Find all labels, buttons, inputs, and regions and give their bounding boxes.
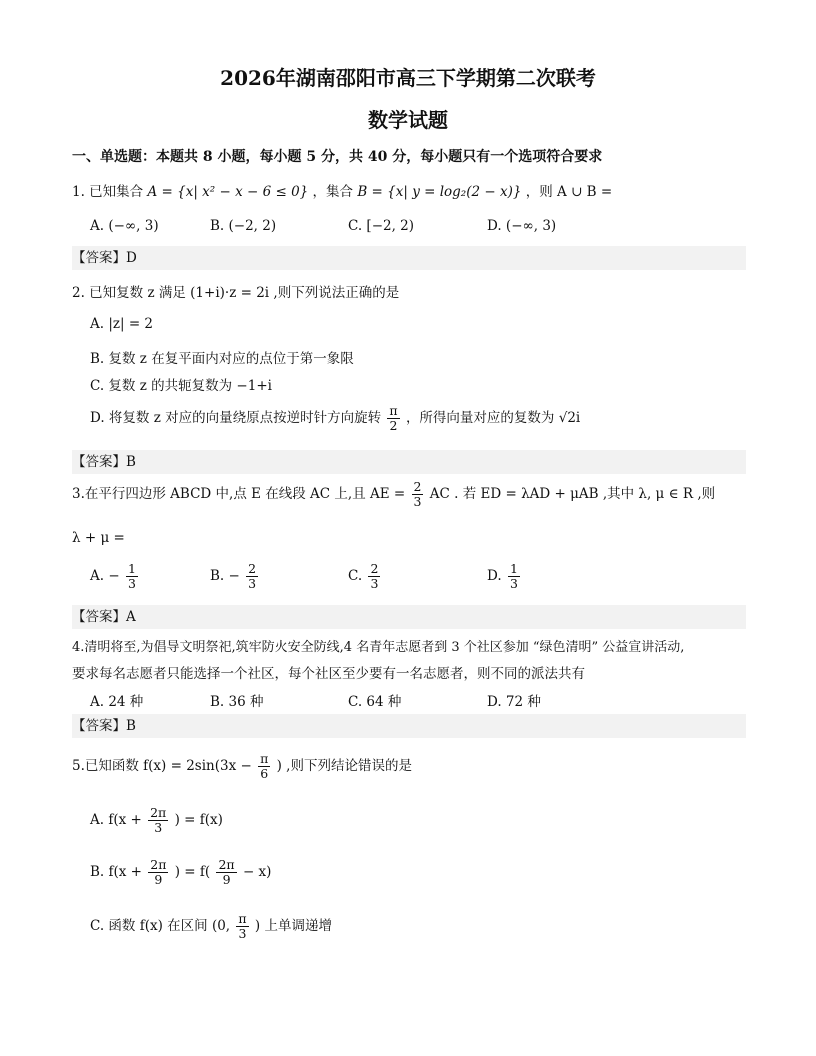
q3-stem-mid: AC . 若 ED = λAD + μAB ,其中 λ, μ ∈ R ,则 <box>429 486 716 502</box>
q3-option-b-num: 2 <box>248 561 257 576</box>
q3-option-d <box>487 562 522 591</box>
q3-frac-den: 3 <box>413 494 422 509</box>
q1-option-c: C. [−2, 2) <box>348 218 415 234</box>
q5-optc-fraction <box>236 912 248 941</box>
q2-optd-num: π <box>389 403 398 418</box>
q5-opta-pre: A. f(x + <box>90 812 142 828</box>
q5-option-a <box>90 806 223 835</box>
q4-option-d: D. 72 种 <box>487 694 541 710</box>
q5-option-c <box>90 912 332 941</box>
q3-option-b-label: B. − <box>210 568 240 584</box>
exam-title: 2026年湖南邵阳市高三下学期第二次联考 <box>220 66 596 90</box>
question-2-stem: 2. 已知复数 z 满足 (1+i)·z = 2i ,则下列说法正确的是 <box>72 285 400 301</box>
q5-opta-fraction <box>148 806 168 835</box>
q5-optb-num2: 2π <box>218 857 235 872</box>
question-1-stem <box>72 180 612 200</box>
q3-option-c <box>348 562 382 591</box>
q5-stem-post: ) ,则下列结论错误的是 <box>276 758 412 774</box>
q5-stem-den: 6 <box>260 766 269 781</box>
q5-optc-den: 3 <box>238 926 247 941</box>
q3-option-c-fraction <box>368 562 380 591</box>
q3-option-c-num: 2 <box>370 561 379 576</box>
q4-option-b: B. 36 种 <box>210 694 264 710</box>
q2-option-a: A. |z| = 2 <box>90 316 154 332</box>
q5-optb-den2: 9 <box>222 872 231 887</box>
q3-option-d-fraction <box>508 562 520 591</box>
q3-frac-num: 2 <box>413 479 422 494</box>
q4-answer: 【答案】B <box>72 714 746 738</box>
q2-option-c: C. 复数 z 的共轭复数为 −1+i <box>90 378 272 394</box>
q4-option-a: A. 24 种 <box>90 694 144 710</box>
q1-option-a: A. (−∞, 3) <box>90 218 159 234</box>
q2-answer: 【答案】B <box>72 450 746 474</box>
q4-option-c: C. 64 种 <box>348 694 402 710</box>
q5-optb-pre: B. f(x + <box>90 864 142 880</box>
question-5-stem <box>72 752 412 781</box>
q3-option-a-den: 3 <box>127 576 136 591</box>
q3-answer: 【答案】A <box>72 605 746 629</box>
q3-option-a-num: 1 <box>127 561 136 576</box>
question-4-line1: 4.清明将至,为倡导文明祭祀,筑牢防火安全防线,4 名青年志愿者到 3 个社区参加 “绿色清明” 公益宣讲活动, <box>72 640 685 655</box>
q5-optb-mid: ) = f( <box>174 864 211 880</box>
q5-stem-num: π <box>260 751 269 766</box>
q1-set-a: A = {x| x² − x − 6 ≤ 0} <box>147 184 309 200</box>
q5-optb-den: 9 <box>154 872 163 887</box>
q3-option-a-label: A. − <box>90 568 120 584</box>
q3-stem-pre: 3.在平行四边形 ABCD 中,点 E 在线段 AC 上,且 AE = <box>72 486 406 502</box>
q5-optb-num: 2π <box>150 857 167 872</box>
q5-opta-num: 2π <box>150 805 167 820</box>
q5-stem-fraction <box>258 752 270 781</box>
q5-stem-pre: 5.已知函数 f(x) = 2sin(3x − <box>72 758 252 774</box>
q5-optc-pre: C. 函数 f(x) 在区间 (0, <box>90 918 231 934</box>
q3-option-b <box>210 562 260 591</box>
q5-optb-fraction-2 <box>216 858 236 887</box>
q5-opta-den: 3 <box>154 820 163 835</box>
question-3-stem <box>72 480 715 509</box>
q3-option-b-den: 3 <box>248 576 257 591</box>
q1-answer: 【答案】D <box>72 246 746 270</box>
q2-optd-den: 2 <box>389 418 398 433</box>
q3-option-b-fraction <box>246 562 258 591</box>
q5-optb-fraction-1 <box>148 858 168 887</box>
section-heading: 一、单选题：本题共 8 小题，每小题 5 分，共 40 分，每小题只有一个选项符合要求 <box>72 149 603 165</box>
q1-mid: ，集合 <box>312 184 354 200</box>
q3-option-a <box>90 562 140 591</box>
q3-option-c-label: C. <box>348 568 363 584</box>
q3-option-a-fraction <box>126 562 138 591</box>
q1-option-b: B. (−2, 2) <box>210 218 277 234</box>
q5-optb-post: − x) <box>242 864 272 880</box>
q3-option-d-label: D. <box>487 568 502 584</box>
q5-option-b <box>90 858 271 887</box>
exam-subtitle: 数学试题 <box>368 108 448 132</box>
q2-optd-fraction <box>387 404 399 433</box>
q2-optd-post: ，所得向量对应的复数为 √2i <box>405 410 581 426</box>
q1-prefix: 1. 已知集合 <box>72 184 144 200</box>
q1-set-b: B = {x| y = log₂(2 − x)} <box>357 184 522 200</box>
q5-opta-post: ) = f(x) <box>174 812 223 828</box>
q3-stem-line2: λ + μ = <box>72 530 125 546</box>
q3-option-c-den: 3 <box>370 576 379 591</box>
q5-optc-post: ) 上单调递增 <box>254 918 332 934</box>
question-4-line2: 要求每名志愿者只能选择一个社区，每个社区至少要有一名志愿者，则不同的派法共有 <box>72 666 585 682</box>
q3-fraction <box>412 480 424 509</box>
q2-option-b: B. 复数 z 在复平面内对应的点位于第一象限 <box>90 351 354 367</box>
q2-option-d <box>90 404 580 433</box>
q5-optc-num: π <box>238 911 247 926</box>
q1-option-d: D. (−∞, 3) <box>487 218 557 234</box>
q1-tail: ，则 A ∪ B = <box>525 184 613 200</box>
q2-optd-pre: D. 将复数 z 对应的向量绕原点按逆时针方向旋转 <box>90 410 382 426</box>
q3-option-d-den: 3 <box>509 576 518 591</box>
q3-option-d-num: 1 <box>509 561 518 576</box>
